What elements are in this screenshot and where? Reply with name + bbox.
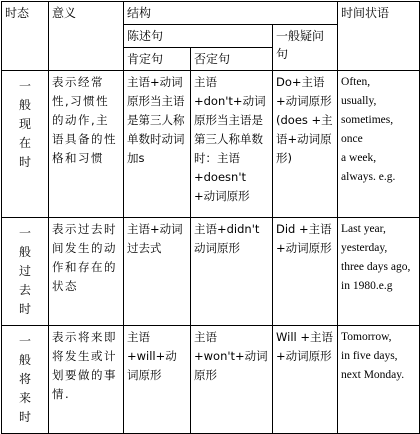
header-row-1	[2, 2, 420, 25]
time-cell	[338, 326, 420, 434]
header-tense: 时态	[2, 2, 49, 71]
time-item: yesterday,	[341, 242, 388, 254]
meaning-cell: 表示将来即将发生或计划要做的事情.	[49, 326, 124, 434]
time-item: in 1980.e.g	[341, 280, 393, 292]
header-affirmative: 肯定句	[124, 48, 191, 71]
time-item: Tomorrow,	[341, 331, 392, 343]
tense-char: 将	[18, 372, 31, 386]
time-item: Last year,	[341, 223, 386, 235]
header-time-adverbial: 时间状语	[338, 2, 420, 71]
affirmative-cell: 主语+动词原形当主语是第三人称单数时动词加s	[124, 71, 191, 218]
tense-cell	[2, 218, 49, 326]
time-item: sometimes,	[341, 114, 394, 126]
tense-cell	[2, 71, 49, 218]
time-item: once	[341, 133, 363, 145]
header-declarative: 陈述句	[124, 25, 273, 48]
tense-char: 一	[18, 79, 31, 93]
tense-char: 般	[18, 245, 31, 259]
time-item: usually,	[341, 95, 377, 107]
tense-cell	[2, 326, 49, 434]
negative-cell: 主语+didn't动词原形	[191, 218, 273, 326]
time-item: always. e.g.	[341, 171, 396, 183]
negative-cell: 主语+don't+动词原形当主语是第三人称单数时：主语+doesn't +动词原形	[191, 71, 273, 218]
table-row	[2, 218, 420, 326]
tense-char: 一	[18, 334, 31, 348]
header-meaning: 意义	[49, 2, 124, 71]
time-item: a week,	[341, 152, 377, 164]
header-question: 一般疑问句	[273, 25, 338, 71]
tense-char: 去	[18, 283, 31, 297]
time-cell	[338, 71, 420, 218]
question-cell: Did +主语+动词原形	[273, 218, 338, 326]
tense-char: 一	[18, 226, 31, 240]
tense-char: 时	[18, 302, 31, 316]
tense-char: 般	[18, 353, 31, 367]
table-row	[2, 71, 420, 218]
time-item: Often,	[341, 76, 371, 88]
tense-char: 来	[18, 391, 31, 405]
time-cell	[338, 218, 420, 326]
affirmative-cell: 主语+will+动词原形	[124, 326, 191, 434]
affirmative-cell: 主语+动词过去式	[124, 218, 191, 326]
meaning-cell: 表示经常性,习惯性的动作,主语具备的性格和习惯	[49, 71, 124, 218]
tense-char: 般	[18, 98, 31, 112]
question-cell: Do+主语+动词原形(does +主语+动词原形)	[273, 71, 338, 218]
negative-cell: 主语+won't+动词原形	[191, 326, 273, 434]
tense-char: 过	[18, 264, 31, 278]
tense-char: 时	[18, 410, 31, 424]
time-item: next Monday.	[341, 369, 405, 381]
meaning-cell: 表示过去时间发生的动作和存在的状态	[49, 218, 124, 326]
header-negative: 否定句	[191, 48, 273, 71]
header-structure: 结构	[124, 2, 338, 25]
time-item: three days ago,	[341, 261, 411, 273]
grammar-table	[1, 1, 420, 434]
table-row	[2, 326, 420, 434]
tense-char: 时	[18, 155, 31, 169]
time-item: in five days,	[341, 350, 398, 362]
tense-char: 现	[18, 117, 31, 131]
question-cell: Will +主语+动词原形	[273, 326, 338, 434]
tense-char: 在	[18, 136, 31, 150]
